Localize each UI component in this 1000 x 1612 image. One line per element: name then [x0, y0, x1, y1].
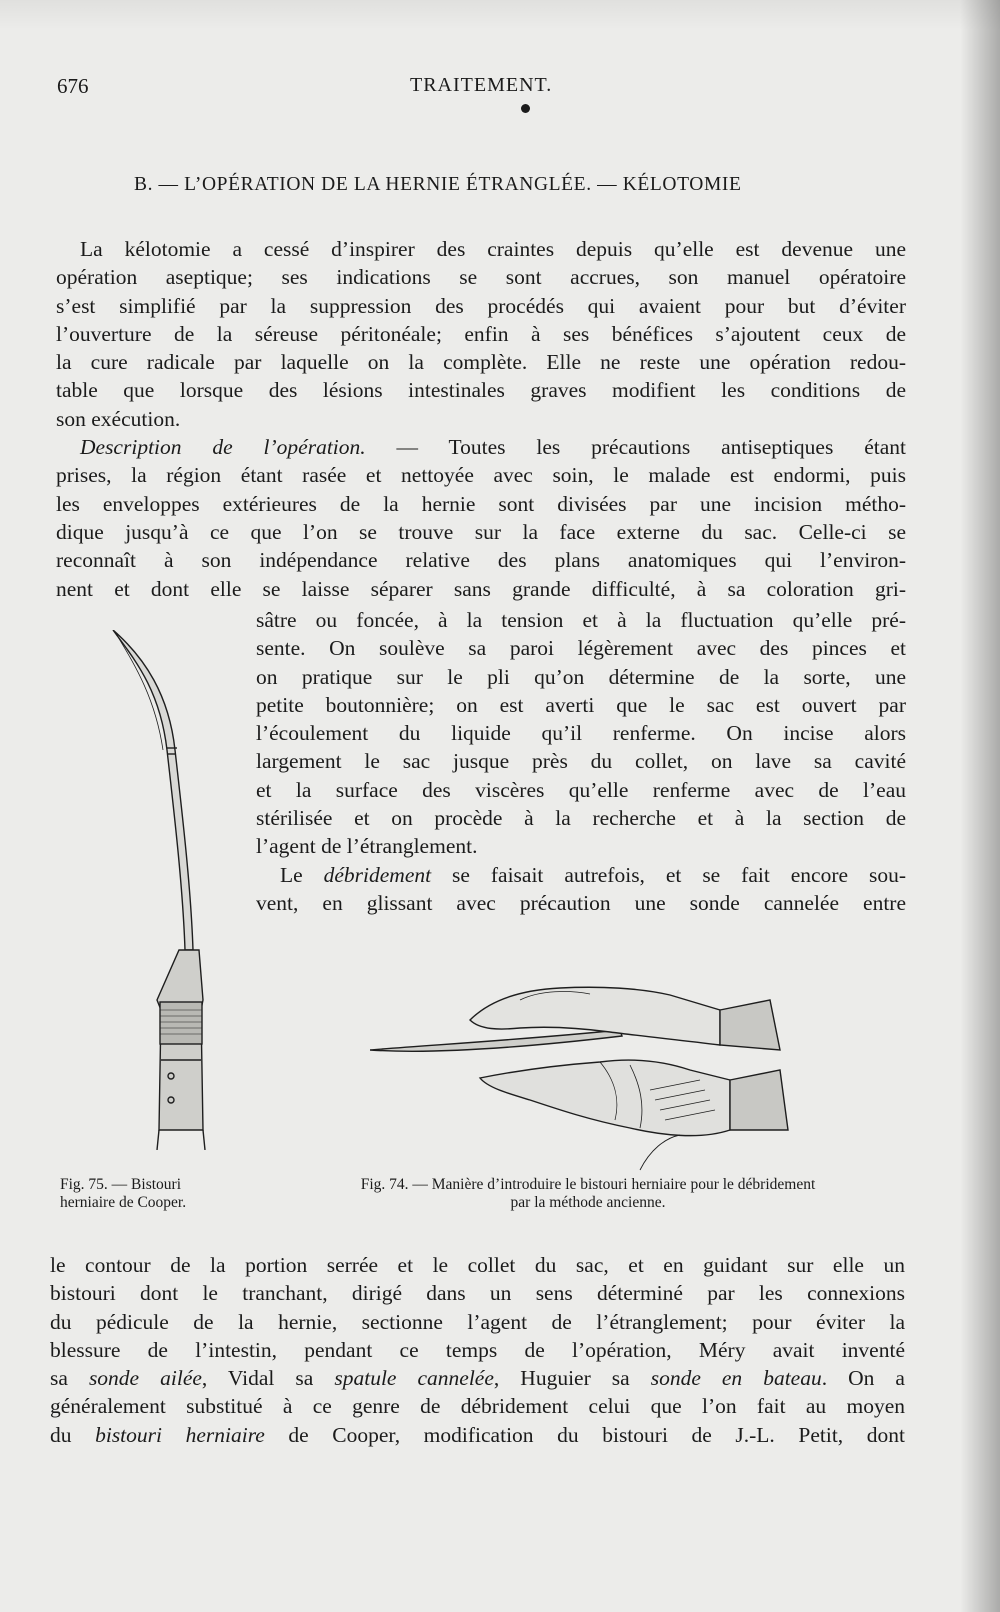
paragraph-block-narrow — [256, 606, 906, 917]
paragraph-line — [50, 1421, 905, 1449]
paragraph-line: sente. On soulève sa paroi légèrement avec des pinces et — [256, 636, 906, 661]
paragraph-block-top — [56, 235, 906, 603]
paragraph-line: s’est simplifié par la suppression des procédés qui avaient pour but d’éviter — [56, 293, 906, 318]
description-label: Description de l’opération. — [80, 435, 366, 460]
page-number: 676 — [57, 74, 89, 98]
paragraph-line: l’écoulement du liquide qu’il renferme. On incise alors — [256, 721, 906, 746]
debridement-term: débridement — [323, 862, 432, 887]
paragraph-text: du — [50, 1422, 96, 1447]
paragraph-line: prises, la région étant rasée et nettoyée avec soin, le malade est endormi, puis — [56, 463, 906, 488]
bullet-ornament — [521, 104, 530, 113]
paragraph-line: petite boutonnière; on est averti que le sac est ouvert par — [256, 692, 906, 717]
paragraph-line: le contour de la portion serrée et le collet du sac, et en guidant sur elle un — [50, 1253, 905, 1277]
paragraph-line: stérilisée et on procède à la recherche et à la section de — [256, 806, 906, 831]
running-head: TRAITEMENT. — [410, 74, 553, 96]
paragraph-line: la cure radicale par laquelle on la complète. Elle ne reste une opération redou- — [56, 350, 906, 375]
caption-line: Fig. 74. — Manière d’introduire le bistouri herniaire pour le débridement — [360, 1176, 816, 1193]
paragraph-line: blessure de l’intestin, pendant ce temps de l’opération, Méry avait inventé — [50, 1337, 905, 1362]
paragraph-line — [56, 433, 906, 461]
paragraph-line: sâtre ou foncée, à la tension et à la fluctuation qu’elle pré- — [256, 608, 906, 632]
paragraph-line: l’ouverture de la séreuse péritonéale; enfin à ses bénéfices s’ajoutent ceux de — [56, 321, 906, 346]
term-bistouri-herniaire: bistouri herniaire — [95, 1422, 265, 1447]
paragraph-line: bistouri dont le tranchant, dirigé dans un sens déterminé par les connexions — [50, 1281, 905, 1306]
paragraph-line: reconnaît à son indépendance relative des plans anatomiques qui l’environ- — [56, 548, 906, 573]
figure-74-hand-illustration — [370, 970, 790, 1180]
paragraph-line: vent, en glissant avec précaution une sonde cannelée entre — [256, 890, 906, 915]
paragraph-line: son exécution. — [56, 406, 181, 431]
paragraph-text: , Huguier sa — [493, 1366, 651, 1391]
paragraph-block-bottom — [50, 1251, 905, 1449]
figure-75-caption — [60, 1176, 260, 1212]
section-heading: B. — L’OPÉRATION DE LA HERNIE ÉTRANGLÉE. — KÉLOTOMIE — [134, 174, 742, 195]
paragraph-text: — Toutes les précautions antiseptiques étant — [365, 435, 906, 460]
paragraph-line: généralement substitué à ce genre de débridement celui que l’on fait au moyen — [50, 1394, 905, 1419]
paragraph-line: l’agent de l’étranglement. — [256, 834, 478, 859]
caption-line: Fig. 75. — Bistouri — [60, 1176, 182, 1193]
term-sonde-en-bateau: sonde en bateau — [650, 1366, 822, 1391]
figure-74-caption — [282, 1176, 894, 1212]
paragraph-line: on pratique sur le pli qu’on détermine de la sorte, une — [256, 664, 906, 689]
paragraph-text: . On a — [821, 1366, 905, 1391]
paragraph-text: se faisait autrefois, et se fait encore sou- — [431, 862, 906, 887]
term-sonde-ailee: sonde ailée — [88, 1366, 202, 1391]
paragraph-line: et la surface des viscères qu’elle renferme avec de l’eau — [256, 777, 906, 802]
paragraph-line: La kélotomie a cessé d’inspirer des craintes depuis qu’elle est devenue une — [80, 237, 906, 261]
page-top-shadow — [0, 0, 1000, 30]
paragraph-line — [50, 1364, 905, 1392]
paragraph-text: de Cooper, modification du bistouri de J.-L. Petit, dont — [264, 1422, 905, 1447]
paragraph-line: nent et dont elle se laisse séparer sans grande difficulté, à sa coloration gri- — [56, 576, 906, 601]
paragraph-line: dique jusqu’à ce que l’on se trouve sur la face externe du sac. Celle-ci se — [56, 519, 906, 544]
caption-line: par la méthode ancienne. — [510, 1194, 666, 1211]
paragraph-line: du pédicule de la hernie, sectionne l’agent de l’étranglement; pour éviter la — [50, 1309, 905, 1334]
figure-75-bistouri-illustration — [105, 630, 225, 1150]
page-edge-shadow — [960, 0, 1000, 1612]
term-spatule-cannelee: spatule cannelée — [334, 1366, 494, 1391]
caption-line: herniaire de Cooper. — [60, 1194, 187, 1211]
paragraph-line: opération aseptique; ses indications se sont accrues, son manuel opératoire — [56, 265, 906, 290]
paragraph-text: , Vidal sa — [201, 1366, 335, 1391]
paragraph-line — [256, 861, 906, 889]
paragraph-text: Le — [280, 862, 324, 887]
paragraph-line: largement le sac jusque près du collet, on lave sa cavité — [256, 749, 906, 774]
paragraph-line: les enveloppes extérieures de la hernie sont divisées par une incision métho- — [56, 491, 906, 516]
paragraph-line: table que lorsque des lésions intestinales graves modifient les conditions de — [56, 378, 906, 403]
paragraph-text: sa — [50, 1366, 89, 1391]
